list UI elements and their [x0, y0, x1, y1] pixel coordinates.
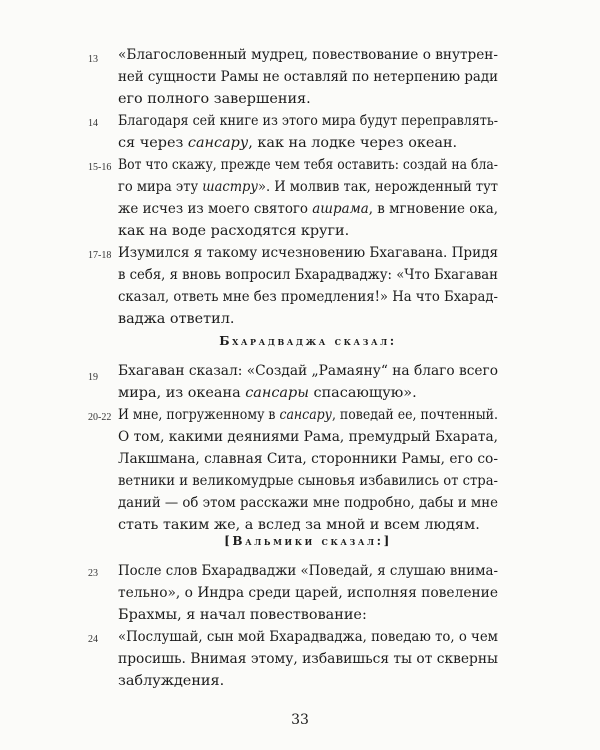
- section-heading-valmiki: [Вальмики сказал:]: [224, 534, 392, 548]
- section-heading-bharadvaja: Бхарадваджа сказал:: [219, 334, 397, 348]
- verse-line: заблуждения.: [118, 673, 225, 689]
- verse-line: Лакшмана, славная Сита, сторонники Рамы, его со-: [118, 451, 498, 467]
- verse-line: Вот что скажу, прежде чем тебя оставить: создай на бла-: [118, 157, 498, 173]
- verse-line: ваджа ответил.: [118, 311, 235, 327]
- verse-line: «Послушай, сын мой Бхарадваджа, поведаю то, о чем: [118, 629, 498, 645]
- verse-line: просишь. Внимая этому, избавишься ты от скверны: [118, 651, 498, 667]
- verse-line: ся через сансару, как на лодке через океан.: [118, 135, 458, 151]
- verse-line: мира, из океана сансары спасающую».: [118, 385, 417, 401]
- verse-line: как на воде расходятся круги.: [118, 223, 350, 239]
- verse-line: Благодаря сей книге из этого мира будут переправлять-: [118, 113, 498, 129]
- verse-line: О том, какими деяниями Рама, премудрый Бхарата,: [118, 429, 498, 445]
- verse-number: 17-18: [88, 250, 112, 261]
- verse-line: сказал, ответь мне без промедления!» На что Бхарад-: [118, 289, 498, 305]
- verse-line: даний — об этом расскажи мне подробно, дабы и мне: [118, 495, 498, 511]
- verse-line: тельно», о Индра среди царей, исполняя повеление: [118, 585, 498, 601]
- verse-line: его полного завершения.: [118, 91, 311, 107]
- verse-number: 23: [88, 568, 98, 579]
- verse-number: 14: [88, 118, 98, 129]
- verse-number: 13: [88, 54, 98, 65]
- page-number: 33: [291, 712, 309, 728]
- verse-line: стать таким же, а вслед за мной и всем людям.: [118, 517, 480, 533]
- verse-line: же исчез из моего святого ашрама, в мгновение ока,: [118, 201, 498, 217]
- verse-line: После слов Бхарадваджи «Поведай, я слушаю внима-: [118, 563, 498, 579]
- verse-line: ней сущности Рамы не оставляй по нетерпению ради: [118, 69, 498, 85]
- verse-line: в себя, я вновь вопросил Бхарадваджу: «Что Бхагаван: [118, 267, 498, 283]
- verse-number: 20-22: [88, 412, 112, 423]
- verse-number: 24: [88, 634, 98, 645]
- verse-line: И мне, погруженному в сансару, поведай ее, почтенный.: [118, 407, 498, 423]
- verse-line: «Благословенный мудрец, повествование о внутрен-: [118, 47, 498, 63]
- verse-line: Бхагаван сказал: «Создай „Рамаяну“ на благо всего: [118, 363, 498, 379]
- verse-line: Изумился я такому исчезновению Бхагавана. Придя: [118, 245, 498, 261]
- verse-line: го мира эту шастру». И молвив так, нерожденный тут: [118, 179, 498, 195]
- verse-line: ветники и великомудрые сыновья избавились от стра-: [118, 473, 498, 489]
- verse-line: Брахмы, я начал повествование:: [118, 607, 367, 623]
- verse-number: 19: [88, 372, 98, 383]
- verse-number: 15-16: [88, 162, 112, 173]
